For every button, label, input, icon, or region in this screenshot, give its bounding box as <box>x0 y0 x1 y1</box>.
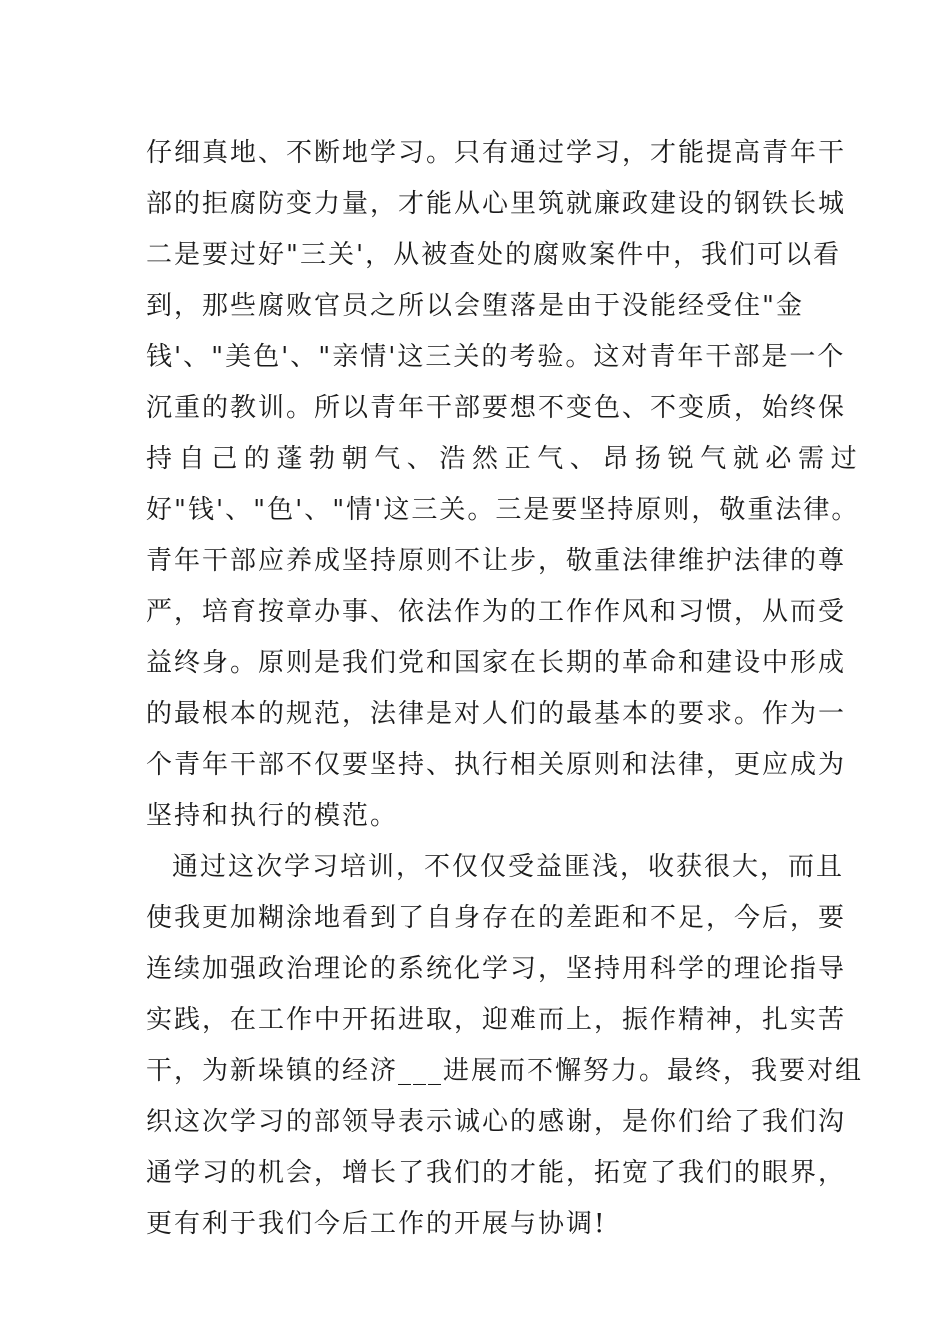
text-line: 干，为新垛镇的经济___进展而不懈努力。最终，我要对组 <box>146 1056 864 1086</box>
text-line: 到，那些腐败官员之所以会堕落是由于没能经受住"金 <box>146 291 804 321</box>
text-line: 持自己的蓬勃朝气、浩然正气、昂扬锐气就必需过 <box>146 444 864 474</box>
text-line: 钱'、"美色'、"亲情'这三关的考验。这对青年干部是一个 <box>146 342 846 372</box>
text-line: 更有利于我们今后工作的开展与协调! <box>146 1209 607 1239</box>
text-line: 个青年干部不仅要坚持、执行相关原则和法律，更应成为 <box>146 750 847 780</box>
text-line: 好"钱'、"色'、"情'这三关。三是要坚持原则，敬重法律。 <box>146 495 860 525</box>
paragraph-first-line: 通过这次学习培训，不仅仅受益匪浅，收获很大，而且 <box>172 852 845 882</box>
text-line: 仔细真地、不断地学习。只有通过学习，才能提高青年干 <box>146 138 847 168</box>
text-line: 坚持和执行的模范。 <box>146 801 399 831</box>
text-line: 益终身。原则是我们党和国家在长期的革命和建设中形成 <box>146 648 847 678</box>
text-line: 严，培育按章办事、依法作为的工作作风和习惯，从而受 <box>146 597 847 627</box>
text-line: 织这次学习的部领导表示诚心的感谢，是你们给了我们沟 <box>146 1107 847 1137</box>
text-line: 二是要过好"三关'，从被查处的腐败案件中，我们可以看 <box>146 240 842 270</box>
text-line: 沉重的教训。所以青年干部要想不变色、不变质，始终保 <box>146 393 847 423</box>
text-line: 实践，在工作中开拓进取，迎难而上，振作精神，扎实苦 <box>146 1005 847 1035</box>
text-line: 使我更加糊涂地看到了自身存在的差距和不足，今后，要 <box>146 903 847 933</box>
text-line: 通学习的机会，增长了我们的才能，拓宽了我们的眼界， <box>146 1158 847 1188</box>
document-body <box>146 128 864 1250</box>
text-line: 部的拒腐防变力量，才能从心里筑就廉政建设的钢铁长城 <box>146 189 847 219</box>
text-line: 的最根本的规范，法律是对人们的最基本的要求。作为一 <box>146 699 847 729</box>
text-line: 连续加强政治理论的系统化学习，坚持用科学的理论指导 <box>146 954 847 984</box>
text-line: 青年干部应养成坚持原则不让步，敬重法律维护法律的尊 <box>146 546 847 576</box>
